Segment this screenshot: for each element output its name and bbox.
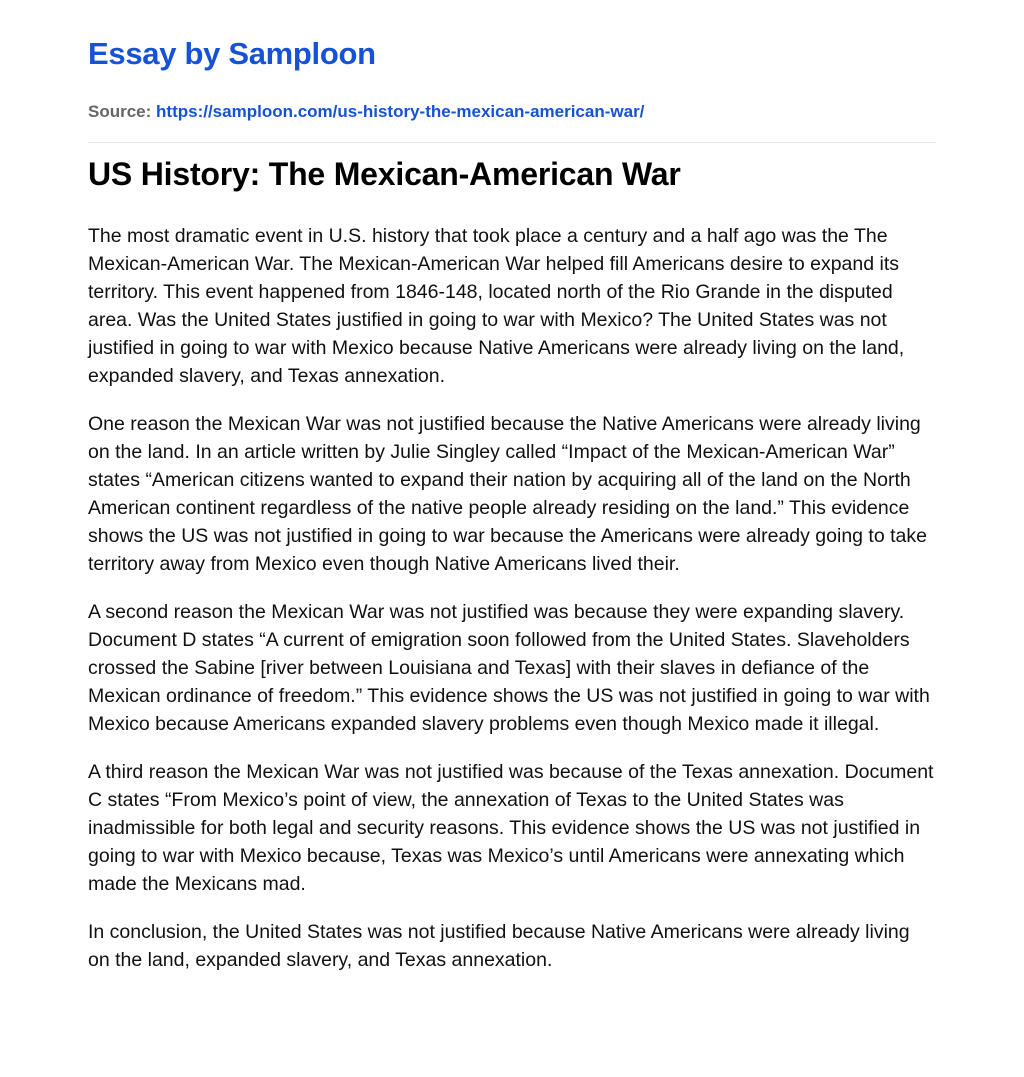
source-label: Source: xyxy=(88,102,152,121)
source-line xyxy=(88,102,644,122)
source-link[interactable]: https://samploon.com/us-history-the-mexican-american-war/ xyxy=(156,102,645,121)
paragraph: A second reason the Mexican War was not justified was because they were expanding slavery. Document D states “A current of emigration soon followed from the United States. Slaveholders crossed the Sabine [river between Louisiana and Texas] with their slaves in defiance of the Mexican ordinance of freedom.” This evidence shows the US was not justified in going to war with Mexico because Americans expanded slavery problems even though Mexico made it illegal. xyxy=(88,601,930,735)
essay-body xyxy=(88,222,936,994)
paragraph: A third reason the Mexican War was not justified was because of the Texas annexation. Document C states “From Mexico’s point of view, the annexation of Texas to the United States was inadmissible for both legal and security reasons. This evidence shows the US was not justified in going to war with Mexico because, Texas was Mexico’s until Americans were annexating which made the Mexicans mad. xyxy=(88,761,934,895)
paragraph: The most dramatic event in U.S. history that took place a century and a half ago was the The Mexican-American War. The Mexican-American War helped fill Americans desire to expand its territory. This event happened from 1846-148, located north of the Rio Grande in the disputed area. Was the United States justified in going to war with Mexico? The United States was not justified in going to war with Mexico because Native Americans were already living on the land, expanded slavery, and Texas annexation. xyxy=(88,225,905,387)
essay-title: US History: The Mexican-American War xyxy=(88,156,681,192)
brand-title: Essay by Samploon xyxy=(88,36,376,71)
paragraph: One reason the Mexican War was not justified because the Native Americans were already living on the land. In an article written by Julie Singley called “Impact of the Mexican-American War” states “American citizens wanted to expand their nation by acquiring all of the land on the North American continent regardless of the native people already residing on the land.” This evidence shows the US was not justified in going to war because the Americans were already going to take territory away from Mexico even though Native Americans lived their. xyxy=(88,413,927,575)
divider xyxy=(88,142,936,143)
paragraph: In conclusion, the United States was not justified because Native Americans were already living on the land, expanded slavery, and Texas annexation. xyxy=(88,921,910,971)
